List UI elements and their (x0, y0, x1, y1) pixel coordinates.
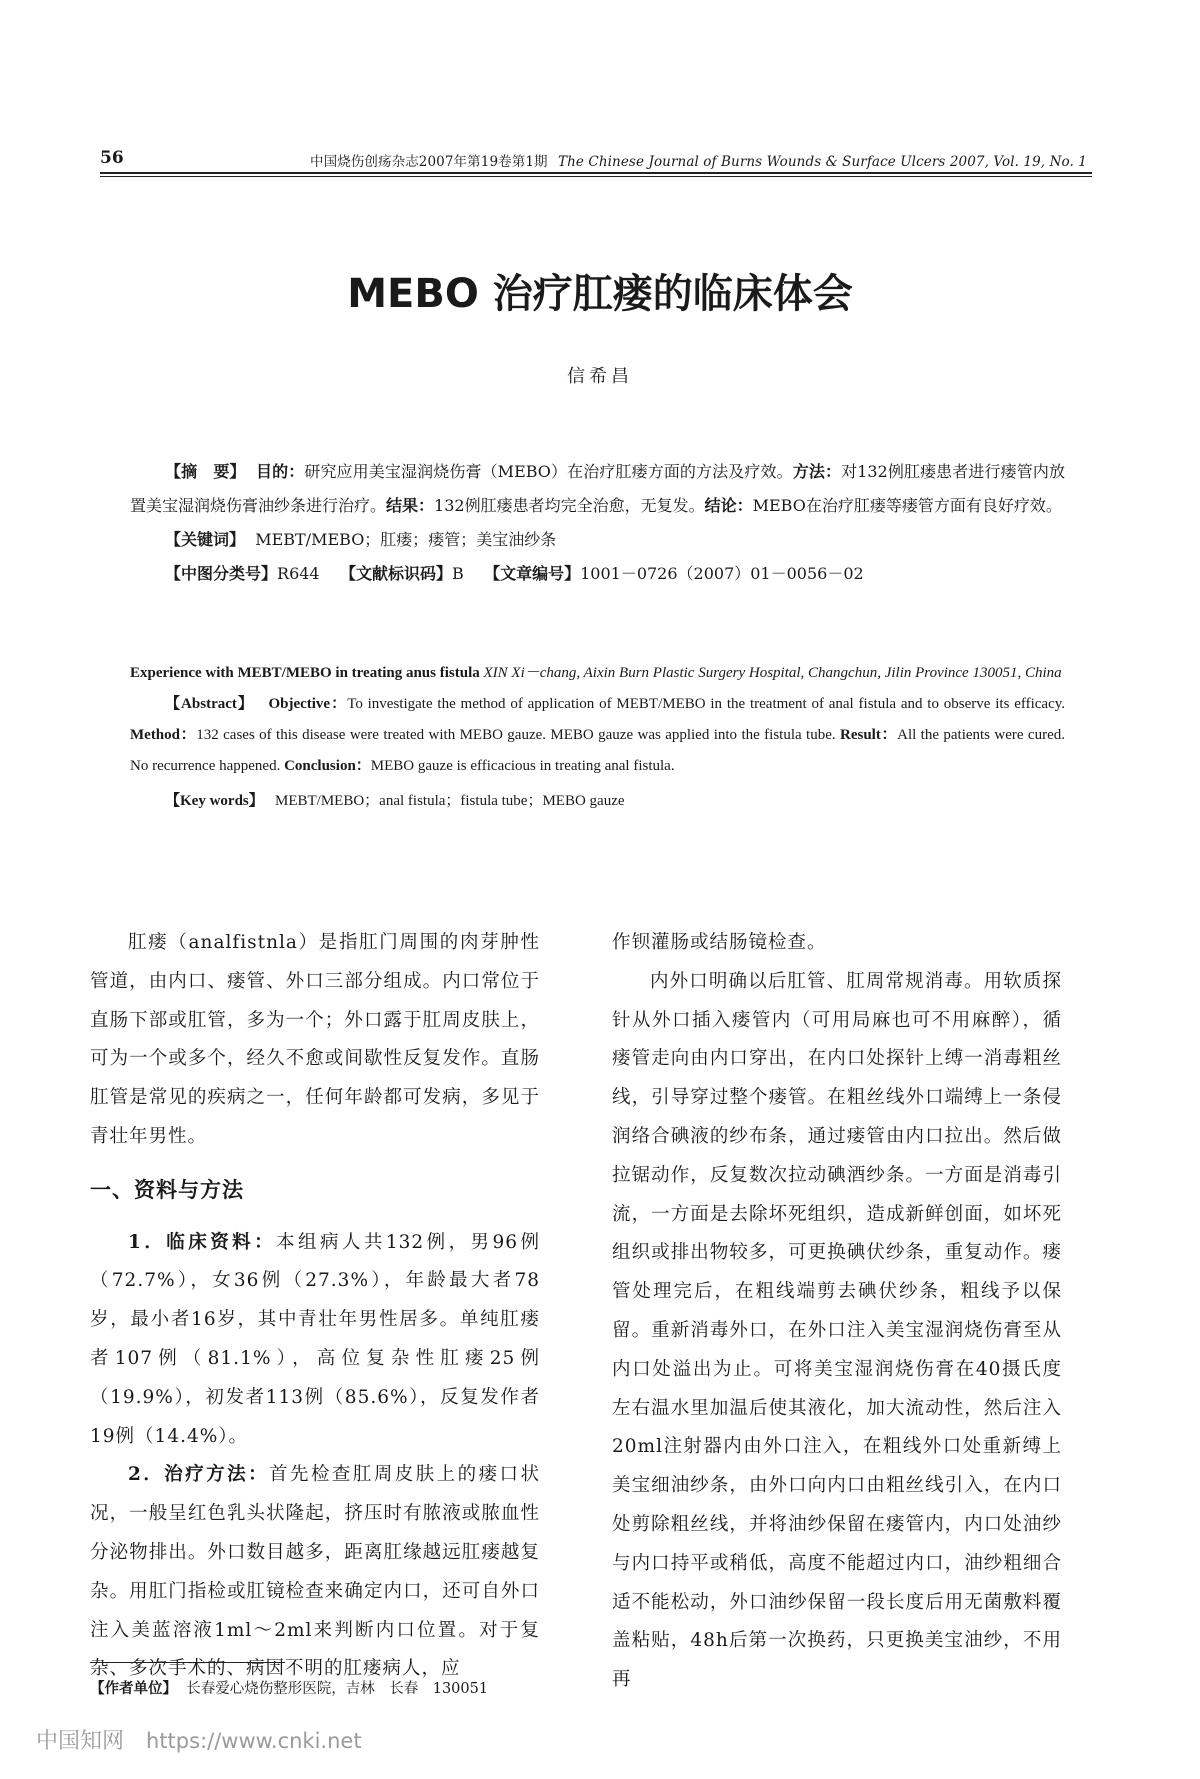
clinical-data-paragraph (90, 1224, 540, 1457)
method-cn: 对132例肛瘘患者进行瘘管内放置美宝湿润烧伤膏油纱条进行治疗。 (130, 462, 1065, 515)
conclusion-label-cn: 结论： (704, 496, 753, 515)
clinical-data-label: 1．临床资料： (128, 1231, 277, 1253)
abstract-cn (130, 455, 1065, 591)
author-affiliation-footnote (90, 1677, 488, 1698)
keywords-value-cn: MEBT/MEBO；肛瘘；瘘管；美宝油纱条 (255, 530, 557, 549)
clc-value: R644 (277, 564, 320, 583)
author: 信希昌 (567, 366, 633, 387)
continued-paragraph: 作钡灌肠或结肠镜检查。 (612, 932, 827, 953)
treatment-paragraph (90, 1456, 540, 1689)
treatment-label: 2．治疗方法： (128, 1464, 270, 1486)
treatment-text: 首先检查肛周皮肤上的瘘口状况，一般呈红色乳头状隆起，挤压时有脓液或脓血性分泌物排出。外口数目越多，距离肛缘越远肛瘘越复杂。用肛门指检或肛镜检查来确定内口，还可自外口注入美蓝溶液1ml～2ml来判断内口位置。对于复杂、多次手术的、病因不明的肛瘘病人，应 (90, 1464, 540, 1680)
conclusion-en: MEBO gauze is efficacious in treating anal fistula. (370, 758, 675, 774)
cnki-watermark (36, 1724, 362, 1755)
doc-code-label: 【文献标识码】 (339, 564, 452, 583)
page-number: 56 (100, 148, 124, 168)
footnote-label: 【作者单位】 (90, 1680, 177, 1697)
clc-label: 【中图分类号】 (165, 564, 278, 583)
method-en: 132 cases of this disease were treated with MEBO gauze. MEBO gauze was applied into the fistula tube. (196, 727, 836, 743)
section-heading-materials-methods: 一、资料与方法 (90, 1177, 244, 1202)
article-title: MEBO 治疗肛瘘的临床体会 (347, 271, 853, 317)
journal-name-cn: 中国烧伤创疡杂志2007年第19卷第1期 (310, 154, 548, 170)
english-abstract-body (130, 689, 1065, 782)
abstract-cn-body (130, 455, 1065, 523)
result-label-en: Result： (840, 727, 898, 743)
english-title-line (130, 658, 1065, 689)
objective-label-en: Objective： (268, 696, 348, 712)
method-label-cn: 方法： (792, 462, 842, 481)
classification-line (130, 557, 1065, 591)
keywords-cn (130, 523, 1065, 557)
doc-code-value: B (451, 564, 464, 583)
result-cn: 132例肛瘘患者均完全治愈，无复发。 (434, 496, 705, 515)
header-rule (100, 172, 1092, 174)
running-head (310, 150, 1087, 170)
abstract-cn-label: 【摘 要】 (165, 462, 246, 481)
article-no-value: 1001－0726（2007）01－0056－02 (580, 564, 864, 583)
footnote-rule (90, 1662, 285, 1663)
footnote-text: 长春爱心烧伤整形医院，吉林 长春 130051 (186, 1681, 489, 1697)
intro-paragraph: 肛瘘（analfistnla）是指肛门周围的肉芽肿性管道，由内口、瘘管、外口三部分组成。内口常位于直肠下部或肛管，多为一个；外口露于肛周皮肤上，可为一个或多个，经久不愈或间歇性反复发作。直肠肛管是常见的疾病之一，任何年龄都可发病，多见于青壮年男性。 (90, 932, 540, 1147)
conclusion-cn: MEBO在治疗肛瘘等瘘管方面有良好疗效。 (752, 496, 1062, 515)
header-rule-thin (100, 176, 1092, 177)
keywords-value-en: MEBT/MEBO；anal fistula；fistula tube；MEBO gauze (275, 793, 625, 809)
journal-name-en: The Chinese Journal of Burns Wounds & Surface Ulcers 2007, Vol. 19, No. 1 (558, 154, 1087, 170)
abstract-en-label: 【Abstract】 (165, 696, 254, 712)
keywords-label-cn: 【关键词】 (165, 530, 246, 549)
keywords-label-en: 【Key words】 (165, 793, 264, 809)
abstract-en (130, 658, 1065, 817)
english-author-affiliation: XIN Xi－chang, Aixin Burn Plastic Surgery Hospital, Changchun, Jilin Province 130051, China (483, 665, 1062, 681)
body-column-left (90, 924, 540, 1689)
objective-en: To investigate the method of application of MEBT/MEBO in the treatment of anal fistula and to observe its efficacy. (347, 696, 1066, 712)
objective-cn: 研究应用美宝湿润烧伤膏（MEBO）在治疗肛瘘方面的方法及疗效。 (304, 462, 793, 481)
procedure-paragraph: 内外口明确以后肛管、肛周常规消毒。用软质探针从外口插入瘘管内（可用局麻也可不用麻醉），循瘘管走向由内口穿出，在内口处探针上缚一消毒粗丝线，引导穿过整个瘘管。在粗丝线外口端缚上一条侵润络合碘液的纱布条，通过瘘管由内口拉出。然后做拉锯动作，反复数次拉动碘酒纱条。一方面是消毒引流，一方面是去除坏死组织，造成新鲜创面，如坏死组织或排出物较多，可更换碘伏纱条，重复动作。瘘管处理完后，在粗线端剪去碘伏纱条，粗线予以保留。重新消毒外口，在外口注入美宝湿润烧伤膏至从内口处溢出为止。可将美宝湿润烧伤膏在40摄氏度左右温水里加温后使其液化，加大流动性，然后注入20ml注射器内由外口注入，在粗线外口处重新缚上美宝细油纱条，由外口向内口由粗丝线引入，在内口处剪除粗丝线，并将油纱保留在瘘管内，内口处油纱与内口持平或稍低，高度不能超过内口，油纱粗细合适不能松动，外口油纱保留一段长度后用无菌敷料覆盖粘贴，48h后第一次换药，只更换美宝油纱，不用再 (612, 970, 1062, 1691)
watermark-url: https://www.cnki.net (146, 1729, 362, 1753)
english-title: Experience with MEBT/MEBO in treating anus fistula (130, 665, 480, 681)
objective-label-cn: 目的： (255, 462, 305, 481)
clinical-data-text: 本组病人共132例，男96例（72.7%），女36例（27.3%），年龄最大者78岁，最小者16岁，其中青壮年男性居多。单纯肛瘘者107例（81.1%），高位复杂性肛瘘25例（19.9%），初发者113例（85.6%），反复发作者19例（14.4%）。 (90, 1231, 540, 1447)
result-en: All the patients were cured. No recurrence happened. (130, 727, 1065, 774)
conclusion-label-en: Conclusion： (284, 758, 371, 774)
keywords-en (130, 786, 1065, 817)
body-column-right (612, 924, 1062, 1700)
watermark-brand: 中国知网 (36, 1729, 125, 1754)
result-label-cn: 结果： (386, 496, 435, 515)
article-no-label: 【文章编号】 (484, 564, 581, 583)
method-label-en: Method： (130, 727, 197, 743)
